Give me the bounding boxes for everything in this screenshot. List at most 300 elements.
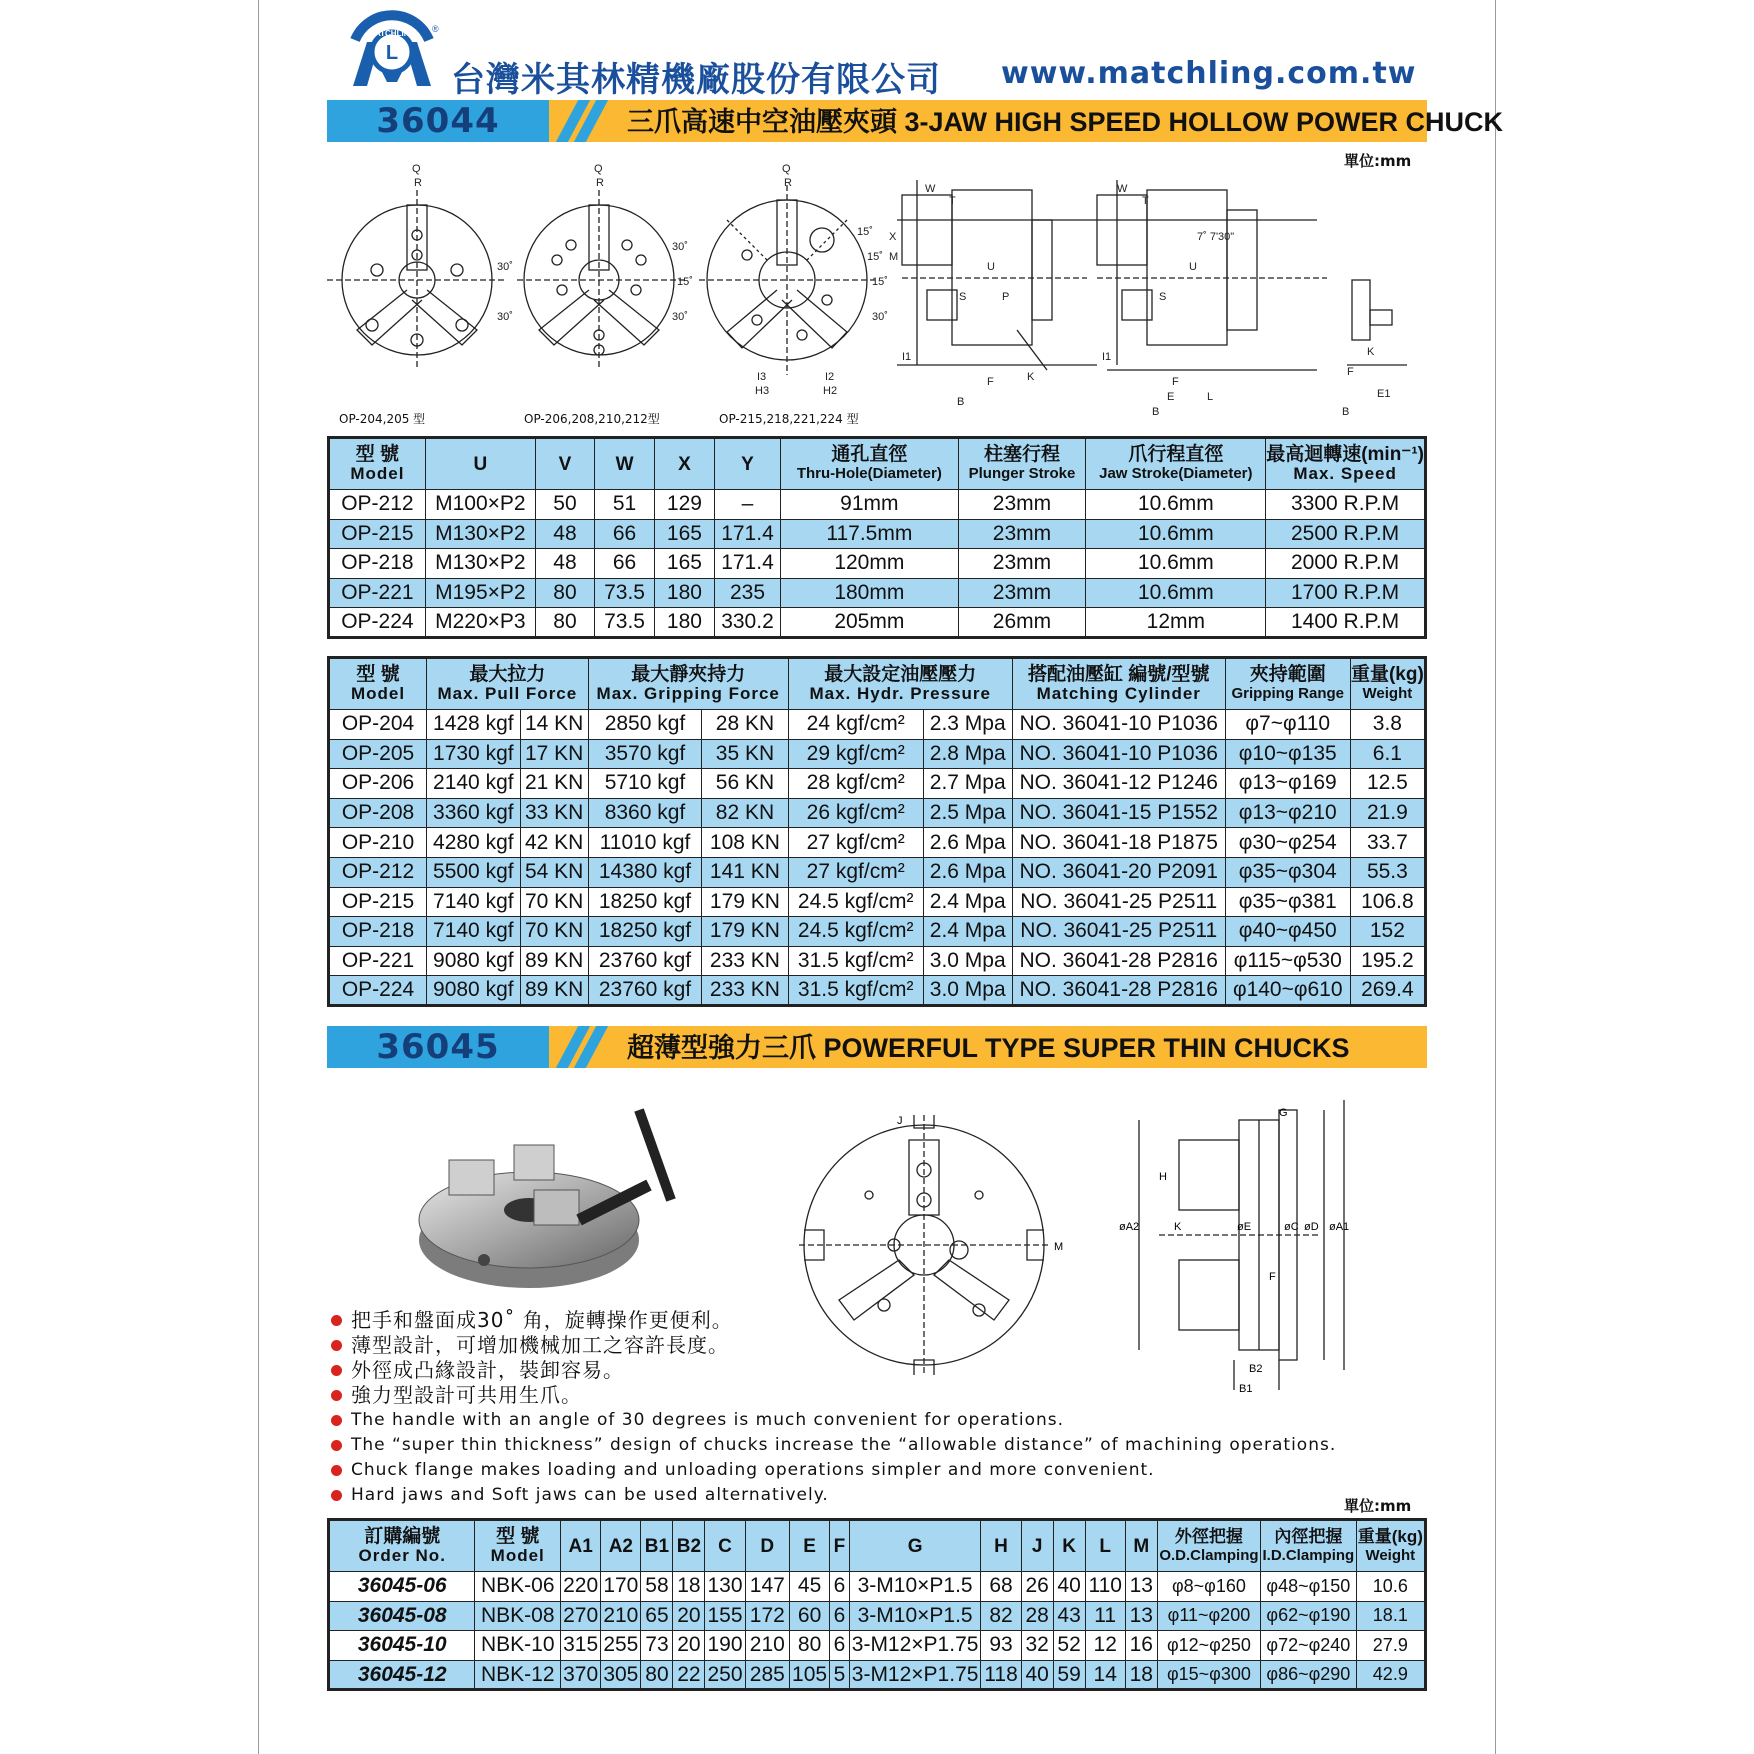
table-cell: 6 (830, 1631, 850, 1661)
svg-text:øC: øC (1284, 1221, 1299, 1233)
table-cell: NO. 36041-12 P1246 (1012, 769, 1225, 799)
table-cell: 18.1 (1356, 1601, 1425, 1631)
table-cell: OP-224 (329, 976, 427, 1006)
col-header: D (745, 1520, 789, 1572)
svg-text:7˚ 7'30": 7˚ 7'30" (1197, 231, 1235, 243)
col-header: K (1053, 1520, 1085, 1572)
table-cell: 105 (789, 1660, 829, 1690)
svg-text:H2: H2 (823, 385, 838, 397)
table-cell: 3-M10×P1.5 (849, 1601, 981, 1631)
drawing-caption-3: OP-215,218,221,224 型 (719, 412, 859, 426)
table-cell: 24.5 kgf/cm² (788, 917, 923, 947)
table-cell: φ62~φ190 (1261, 1601, 1357, 1631)
col-header: U (425, 438, 535, 490)
table-cell: 42 KN (520, 828, 588, 858)
table-cell: 130 (705, 1572, 745, 1602)
table-cell: OP-218 (329, 917, 427, 947)
table-cell: 80 (641, 1660, 673, 1690)
table-cell: 233 KN (702, 946, 788, 976)
table-cell: φ13~φ169 (1225, 769, 1350, 799)
table-cell: 23760 kgf (588, 976, 701, 1006)
table-cell: 6 (830, 1572, 850, 1602)
svg-text:E: E (1167, 391, 1175, 403)
table-cell: OP-221 (329, 946, 427, 976)
table-cell: 20 (673, 1601, 705, 1631)
svg-text:30˚: 30˚ (872, 311, 888, 323)
table-cell: 68 (981, 1572, 1021, 1602)
table-cell: OP-212 (329, 857, 427, 887)
table-cell: 56 KN (702, 769, 788, 799)
svg-text:M: M (889, 251, 899, 263)
svg-text:K: K (1174, 1221, 1182, 1233)
table-row (329, 857, 1426, 887)
col-header: H (981, 1520, 1021, 1572)
col-header: V (535, 438, 594, 490)
col-header: 夾持範圍 Gripping Range (1225, 658, 1350, 710)
section-banner-36044 (327, 100, 1504, 142)
table-cell: 255 (601, 1631, 641, 1661)
table-cell: NO. 36041-10 P1036 (1012, 739, 1225, 769)
table-cell: φ40~φ450 (1225, 917, 1350, 947)
table-cell: 2.7 Mpa (923, 769, 1012, 799)
table-cell: 60 (789, 1601, 829, 1631)
table-row: OP-212 M100×P2 50 51 129 – 91mm 23mm 10.6mm 3300 R.P.M (329, 490, 1426, 520)
table-cell: 2.4 Mpa (923, 917, 1012, 947)
svg-text:L: L (385, 42, 399, 64)
col-header: M (1125, 1520, 1157, 1572)
table-cell: 82 KN (702, 798, 788, 828)
table-row: OP-221 M195×P2 80 73.5 180 235 180mm 23mm 10.6mm 1700 R.P.M (329, 578, 1426, 608)
table-row: OP-218 M130×P2 48 66 165 171.4 120mm 23mm 10.6mm 2000 R.P.M (329, 549, 1426, 579)
svg-text:P: P (1002, 291, 1010, 303)
table-cell: φ11~φ200 (1157, 1601, 1260, 1631)
svg-text:W: W (1117, 183, 1128, 195)
table-cell: φ12~φ250 (1157, 1631, 1260, 1661)
col-header: F (830, 1520, 850, 1572)
table-cell: 45 (789, 1572, 829, 1602)
table-cell: 370 (561, 1660, 601, 1690)
table-cell: NO. 36041-25 P2511 (1012, 887, 1225, 917)
table-row (329, 1631, 1426, 1661)
table-cell: 2.4 Mpa (923, 887, 1012, 917)
col-header: 最大拉力 Max. Pull Force (427, 658, 589, 710)
list-item: 薄型設計，可增加機械加工之容許長度。 (329, 1333, 1336, 1358)
table-cell: 11010 kgf (588, 828, 701, 858)
table-cell: NBK-06 (475, 1572, 561, 1602)
table-cell: 33.7 (1350, 828, 1425, 858)
drawing-caption-2: OP-206,208,210,212型 (524, 412, 660, 426)
svg-text:X: X (889, 231, 897, 243)
table-cell: OP-204 (329, 710, 427, 740)
table-row (329, 946, 1426, 976)
table-cell: 110 (1085, 1572, 1125, 1602)
table-cell: φ10~φ135 (1225, 739, 1350, 769)
table-cell: 17 KN (520, 739, 588, 769)
table-cell: φ15~φ300 (1157, 1660, 1260, 1690)
section-title: 三爪高速中空油壓夾頭 3-JAW HIGH SPEED HOLLOW POWER CHUCK (627, 107, 1504, 137)
chuck-front-view-2 (517, 190, 687, 370)
svg-text:B2: B2 (1249, 1363, 1263, 1375)
svg-text:R: R (784, 177, 792, 189)
table-cell: 18 (673, 1572, 705, 1602)
table-cell: 152 (1350, 917, 1425, 947)
table-cell: 13 (1125, 1601, 1157, 1631)
table-cell: 59 (1053, 1660, 1085, 1690)
table-cell: 285 (745, 1660, 789, 1690)
col-header: 內徑把握 I.D.Clamping (1261, 1520, 1357, 1572)
table-cell: 3.8 (1350, 710, 1425, 740)
svg-text:MATCHLING: MATCHLING (368, 29, 416, 38)
svg-text:U: U (1189, 261, 1197, 273)
svg-text:F: F (1172, 376, 1179, 388)
table-cell: 315 (561, 1631, 601, 1661)
table-cell: 9080 kgf (427, 946, 521, 976)
svg-text:15˚: 15˚ (857, 226, 873, 238)
svg-text:B: B (1342, 406, 1350, 418)
table-row (329, 1601, 1426, 1631)
table-cell: 26 kgf/cm² (788, 798, 923, 828)
col-header: 最大靜夾持力 Max. Gripping Force (588, 658, 788, 710)
svg-text:F: F (987, 376, 994, 388)
table-cell: NO. 36041-25 P2511 (1012, 917, 1225, 947)
svg-text:K: K (1027, 371, 1035, 383)
table-row (329, 828, 1426, 858)
company-website[interactable]: www.matchling.com.tw (1001, 56, 1417, 91)
table-cell: NO. 36041-28 P2816 (1012, 976, 1225, 1006)
svg-text:øE: øE (1237, 1221, 1252, 1233)
chuck-side-section-1 (897, 180, 1097, 370)
svg-text:L: L (1207, 391, 1214, 403)
col-header: B1 (641, 1520, 673, 1572)
table-cell: 23760 kgf (588, 946, 701, 976)
table-cell: 20 (673, 1631, 705, 1661)
table-cell: 18250 kgf (588, 917, 701, 947)
table-cell: 3-M12×P1.75 (849, 1660, 981, 1690)
svg-text:S: S (1159, 291, 1167, 303)
col-header: A1 (561, 1520, 601, 1572)
table-cell: 6 (830, 1601, 850, 1631)
table-cell: 220 (561, 1572, 601, 1602)
col-header: G (849, 1520, 981, 1572)
col-header: E (789, 1520, 829, 1572)
catalog-page (258, 0, 1504, 1754)
table-cell: 270 (561, 1601, 601, 1631)
table-cell: OP-206 (329, 769, 427, 799)
table-cell: 7140 kgf (427, 887, 521, 917)
svg-text:E1: E1 (1377, 388, 1391, 400)
table-cell: 70 KN (520, 917, 588, 947)
feature-list (329, 1308, 1336, 1508)
svg-text:I3: I3 (757, 371, 767, 383)
table-cell: 18250 kgf (588, 887, 701, 917)
table-cell: 14 KN (520, 710, 588, 740)
table-cell: 28 KN (702, 710, 788, 740)
list-item: 外徑成凸緣設計，裝卸容易。 (329, 1358, 1336, 1383)
col-header: A2 (601, 1520, 641, 1572)
table-cell: 40 (1053, 1572, 1085, 1602)
col-header: 型 號 Model (329, 438, 426, 490)
table-cell: 233 KN (702, 976, 788, 1006)
table-cell: 250 (705, 1660, 745, 1690)
table-cell: 73 (641, 1631, 673, 1661)
table-cell: φ13~φ210 (1225, 798, 1350, 828)
list-item: The handle with an angle of 30 degrees is much convenient for operations. (329, 1408, 1336, 1433)
table-cell: 118 (981, 1660, 1021, 1690)
spec-table-3 (327, 1518, 1427, 1691)
table-cell: 10.6 (1356, 1572, 1425, 1602)
table-cell: 2850 kgf (588, 710, 701, 740)
table-cell: 82 (981, 1601, 1021, 1631)
table-cell: 2.3 Mpa (923, 710, 1012, 740)
svg-text:15˚: 15˚ (872, 276, 888, 288)
svg-text:I2: I2 (825, 371, 835, 383)
order-number: 36045-08 (329, 1601, 475, 1631)
svg-text:B: B (1152, 406, 1160, 418)
table-cell: 31.5 kgf/cm² (788, 946, 923, 976)
table-cell: 5500 kgf (427, 857, 521, 887)
order-number: 36045-12 (329, 1660, 475, 1690)
table-cell: 12 (1085, 1631, 1125, 1661)
svg-text:F: F (1347, 366, 1354, 378)
table-cell: 18 (1125, 1660, 1157, 1690)
table-cell: 54 KN (520, 857, 588, 887)
svg-text:I1: I1 (902, 351, 912, 363)
chuck-side-section-2 (1097, 180, 1327, 370)
col-header: 爪行程直徑 Jaw Stroke(Diameter) (1086, 438, 1266, 490)
table-cell: 12.5 (1350, 769, 1425, 799)
table-cell: 2140 kgf (427, 769, 521, 799)
col-header: 重量(kg) Weight (1350, 658, 1425, 710)
chuck-front-view-3 (699, 185, 875, 375)
product-code: 36044 (327, 100, 549, 142)
table-row (329, 798, 1426, 828)
table-cell: 7140 kgf (427, 917, 521, 947)
table-row (329, 769, 1426, 799)
col-header: B2 (673, 1520, 705, 1572)
unit-label: 單位:mm (1344, 1497, 1412, 1515)
table-cell: 9080 kgf (427, 976, 521, 1006)
table-cell: NO. 36041-18 P1875 (1012, 828, 1225, 858)
svg-text:M: M (1054, 1241, 1064, 1253)
table-row (329, 710, 1426, 740)
table-row: OP-215 M130×P2 48 66 165 171.4 117.5mm 23mm 10.6mm 2500 R.P.M (329, 519, 1426, 549)
svg-text:I1: I1 (1102, 351, 1112, 363)
svg-text:T: T (1142, 195, 1149, 207)
table-cell: NBK-08 (475, 1601, 561, 1631)
svg-text:30˚: 30˚ (672, 311, 688, 323)
svg-text:T: T (949, 195, 956, 207)
table-cell: 269.4 (1350, 976, 1425, 1006)
svg-text:øA2: øA2 (1119, 1221, 1140, 1233)
svg-text:30˚: 30˚ (672, 241, 688, 253)
table-cell: 35 KN (702, 739, 788, 769)
svg-text:Q: Q (412, 163, 421, 175)
col-header: 外徑把握 O.D.Clamping (1157, 1520, 1260, 1572)
svg-text:W: W (925, 183, 936, 195)
table-cell: NO. 36041-15 P1552 (1012, 798, 1225, 828)
table-cell: 29 kgf/cm² (788, 739, 923, 769)
table-cell: 89 KN (520, 946, 588, 976)
table-cell: 4280 kgf (427, 828, 521, 858)
table-cell: 27 kgf/cm² (788, 828, 923, 858)
order-number: 36045-10 (329, 1631, 475, 1661)
table-cell: φ30~φ254 (1225, 828, 1350, 858)
svg-text:H3: H3 (755, 385, 770, 397)
table-cell: OP-208 (329, 798, 427, 828)
table-cell: NO. 36041-20 P2091 (1012, 857, 1225, 887)
svg-text:B: B (957, 396, 965, 408)
unit-label: 單位:mm (1344, 152, 1412, 170)
table-cell: 3-M12×P1.75 (849, 1631, 981, 1661)
table-cell: OP-205 (329, 739, 427, 769)
svg-text:R: R (414, 177, 422, 189)
table-cell: 55.3 (1350, 857, 1425, 887)
svg-text:S: S (959, 291, 967, 303)
table-cell: 2.6 Mpa (923, 857, 1012, 887)
svg-text:øD: øD (1304, 1221, 1319, 1233)
order-number: 36045-06 (329, 1572, 475, 1602)
table-cell: 14 (1085, 1660, 1125, 1690)
table-cell: φ115~φ530 (1225, 946, 1350, 976)
table-cell: NO. 36041-28 P2816 (1012, 946, 1225, 976)
table-cell: 33 KN (520, 798, 588, 828)
col-header: 訂購編號 Order No. (329, 1520, 475, 1572)
section-title: 超薄型強力三爪 POWERFUL TYPE SUPER THIN CHUCKS (627, 1033, 1350, 1063)
spec-table-2 (327, 656, 1427, 1007)
table-cell: 22 (673, 1660, 705, 1690)
table-cell: 305 (601, 1660, 641, 1690)
table-cell: 1730 kgf (427, 739, 521, 769)
table-row: OP-224 M220×P3 80 73.5 180 330.2 205mm 26mm 12mm 1400 R.P.M (329, 608, 1426, 638)
svg-text:J: J (897, 1115, 903, 1127)
table-cell: 13 (1125, 1572, 1157, 1602)
table-cell: 32 (1021, 1631, 1053, 1661)
list-item: The “super thin thickness” design of chucks increase the “allowable distance” of machining operations. (329, 1433, 1336, 1458)
table-cell: 5 (830, 1660, 850, 1690)
table-cell: φ7~φ110 (1225, 710, 1350, 740)
col-header: 重量(kg) Weight (1356, 1520, 1425, 1572)
table-cell: 11 (1085, 1601, 1125, 1631)
table-cell: 21 KN (520, 769, 588, 799)
table-cell: φ8~φ160 (1157, 1572, 1260, 1602)
table-cell: 2.8 Mpa (923, 739, 1012, 769)
svg-text:15˚: 15˚ (867, 251, 883, 263)
col-header: 型 號 Model (329, 658, 427, 710)
table-cell: φ140~φ610 (1225, 976, 1350, 1006)
table-cell: 24.5 kgf/cm² (788, 887, 923, 917)
jaw-detail-view (1347, 280, 1407, 365)
table-cell: 52 (1053, 1631, 1085, 1661)
table-cell: 3-M10×P1.5 (849, 1572, 981, 1602)
table-cell: 3360 kgf (427, 798, 521, 828)
svg-text:Q: Q (594, 163, 603, 175)
list-item: Chuck flange makes loading and unloading operations simpler and more convenient. (329, 1458, 1336, 1483)
table-cell: 179 KN (702, 917, 788, 947)
svg-text:F: F (1269, 1271, 1276, 1283)
table-cell: 6.1 (1350, 739, 1425, 769)
table-cell: 2.6 Mpa (923, 828, 1012, 858)
table-cell: 195.2 (1350, 946, 1425, 976)
col-header: 通孔直徑 Thru-Hole(Diameter) (781, 438, 958, 490)
table-cell: φ72~φ240 (1261, 1631, 1357, 1661)
table-cell: 170 (601, 1572, 641, 1602)
svg-text:U: U (987, 261, 995, 273)
table-cell: 3.0 Mpa (923, 976, 1012, 1006)
table-cell: 1428 kgf (427, 710, 521, 740)
table-cell: 28 (1021, 1601, 1053, 1631)
table-cell: 3.0 Mpa (923, 946, 1012, 976)
table-cell: 147 (745, 1572, 789, 1602)
table-cell: 40 (1021, 1660, 1053, 1690)
drawing-caption-1: OP-204,205 型 (339, 412, 426, 426)
table-cell: OP-210 (329, 828, 427, 858)
table-cell: 27.9 (1356, 1631, 1425, 1661)
table-row (329, 1572, 1426, 1602)
col-header: J (1021, 1520, 1053, 1572)
table-cell: 190 (705, 1631, 745, 1661)
chuck-front-view-1 (327, 190, 507, 370)
table-cell: NO. 36041-10 P1036 (1012, 710, 1225, 740)
col-header: 最大設定油壓壓力 Max. Hydr. Pressure (788, 658, 1012, 710)
table-cell: 8360 kgf (588, 798, 701, 828)
company-name: 台灣米其林精機廠股份有限公司 (451, 60, 941, 100)
table-row (329, 887, 1426, 917)
table-cell: 179 KN (702, 887, 788, 917)
col-header: X (655, 438, 715, 490)
table-cell: 27 kgf/cm² (788, 857, 923, 887)
svg-text:Q: Q (782, 163, 791, 175)
table-cell: 16 (1125, 1631, 1157, 1661)
list-item: 強力型設計可共用生爪。 (329, 1383, 1336, 1408)
product-code: 36045 (327, 1026, 549, 1068)
table-cell: NBK-12 (475, 1660, 561, 1690)
col-header: 搭配油壓缸 編號/型號 Matching Cylinder (1012, 658, 1225, 710)
col-header: W (595, 438, 655, 490)
list-item: 把手和盤面成30˚ 角，旋轉操作更便利。 (329, 1308, 1336, 1333)
table-cell: 3570 kgf (588, 739, 701, 769)
section-banner-36045 (327, 1026, 1427, 1068)
table-cell: φ35~φ304 (1225, 857, 1350, 887)
table-cell: 210 (601, 1601, 641, 1631)
svg-text:H: H (1159, 1171, 1167, 1183)
svg-text:30˚: 30˚ (497, 311, 513, 323)
table-cell: φ35~φ381 (1225, 887, 1350, 917)
table-cell: 155 (705, 1601, 745, 1631)
table-cell: 210 (745, 1631, 789, 1661)
table-row (329, 976, 1426, 1006)
table-cell: 108 KN (702, 828, 788, 858)
col-header: C (705, 1520, 745, 1572)
svg-text:K: K (1367, 346, 1375, 358)
table-cell: 14380 kgf (588, 857, 701, 887)
svg-text:30˚: 30˚ (497, 261, 513, 273)
col-header: 最高迴轉速(min⁻¹) Max. Speed (1266, 438, 1426, 490)
table-cell: 141 KN (702, 857, 788, 887)
col-header: Y (714, 438, 780, 490)
table-cell: NBK-10 (475, 1631, 561, 1661)
table-cell: 93 (981, 1631, 1021, 1661)
table-cell: 28 kgf/cm² (788, 769, 923, 799)
table-cell: 70 KN (520, 887, 588, 917)
chuck-technical-drawings (327, 160, 1427, 430)
svg-text:B1: B1 (1239, 1383, 1253, 1395)
table-cell: φ48~φ150 (1261, 1572, 1357, 1602)
table-cell: 80 (789, 1631, 829, 1661)
svg-text:øA1: øA1 (1329, 1221, 1350, 1233)
table-cell: 2.5 Mpa (923, 798, 1012, 828)
table-row (329, 917, 1426, 947)
svg-text:15˚: 15˚ (677, 276, 693, 288)
